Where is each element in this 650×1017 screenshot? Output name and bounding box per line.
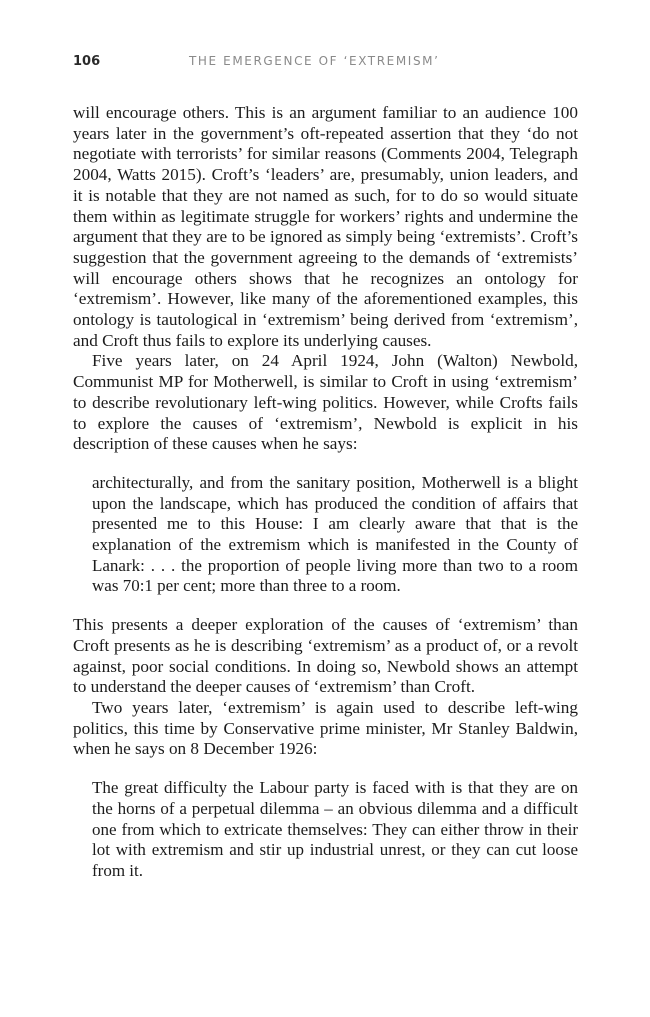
body-text <box>73 103 578 900</box>
page-number: 106 <box>73 54 101 69</box>
block-quote <box>92 778 578 882</box>
page-header <box>73 54 578 74</box>
paragraph: will encourage others. This is an argument familiar to an audience 100 years later in the government’s oft-repeated assertion that they ‘do not negotiate with terrorists’ for similar reasons (Comments 2004, Telegraph 2004, Watts 2015). Croft’s ‘leaders’ are, presumably, union leaders, and it is notable that they are not named as such, for to do so would situate them within as legitimate struggle for workers’ rights and undermine the argument that they are to be ignored as simply being ‘extremists’. Croft’s suggestion that the government agreeing to the demands of ‘extremists’ will encourage others shows that he recognizes an ontology for ‘extremism’. However, like many of the aforementioned examples, this ontology is tautological in ‘extremism’ being derived from ‘extremism’, and Croft thus fails to explore its underlying causes. <box>73 103 578 350</box>
block-quote <box>92 473 578 597</box>
paragraph: Two years later, ‘extremism’ is again used to describe left-wing politics, this time by Conservative prime minister, Mr Stanley Baldwin, when he says on 8 December 1926: <box>73 697 578 759</box>
paragraph: This presents a deeper exploration of the causes of ‘extremism’ than Croft presents as he is describing ‘extremism’ as a product of, or a revolt against, poor social conditions. In doing so, Newbold shows an attempt to understand the deeper causes of ‘extremism’ than Croft. <box>73 615 578 697</box>
quote-text: architecturally, and from the sanitary position, Motherwell is a blight upon the landscape, which has produced the condition of affairs that presented me to this House: I am clearly aware that that is the explanation of the extremism which is manifested in the County of Lanark: . . . the proportion of people living more than two to a room was 70:1 per cent; more than three to a room. <box>92 472 578 596</box>
paragraph: Five years later, on 24 April 1924, John (Walton) Newbold, Communist MP for Motherwell, is similar to Croft in using ‘extremism’ to describe revolutionary left-wing politics. However, while Crofts fails to explore the causes of ‘extremism’, Newbold is explicit in his description of these causes when he says: <box>73 351 578 454</box>
running-head: THE EMERGENCE OF ‘EXTREMISM’ <box>189 54 440 68</box>
quote-text: The great difficulty the Labour party is faced with is that they are on the horns of a perpetual dilemma – an obvious dilemma and a difficult one from which to extricate themselves: They can either throw in their lot with extremism and stir up industrial unrest, or they can cut loose from it. <box>92 778 578 880</box>
